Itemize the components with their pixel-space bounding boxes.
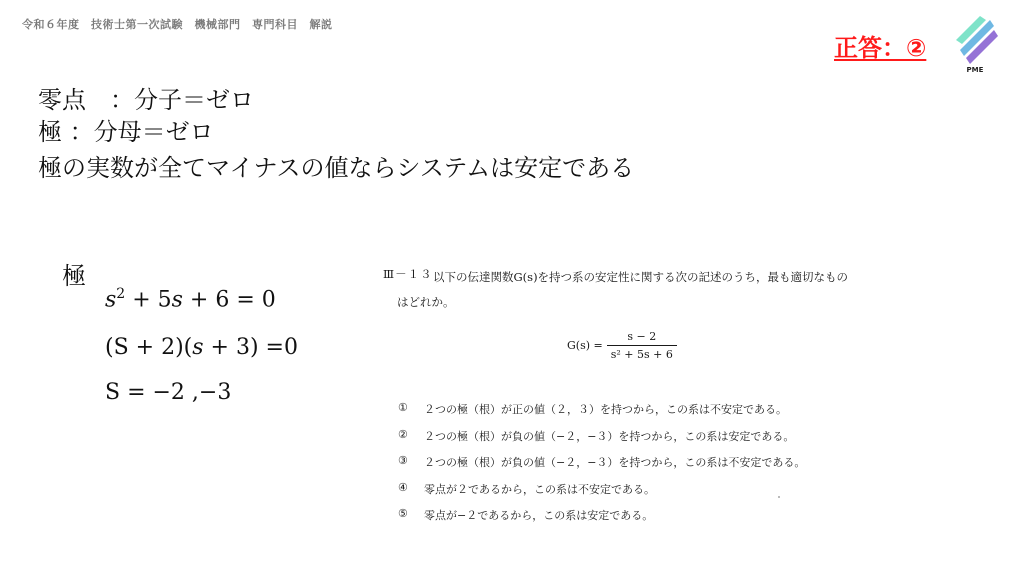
pole-heading: 極	[62, 262, 86, 290]
option-1	[398, 401, 805, 428]
note-stability: 極の実数が全てマイナスの値ならシステムは安定である	[38, 154, 635, 182]
option-text: ２つの極（根）が正の値（２，３）を持つから，この系は不安定である。	[424, 403, 787, 416]
option-mark: ⑤	[398, 507, 408, 520]
option-5	[398, 507, 805, 534]
option-2	[398, 428, 805, 455]
transfer-function	[567, 330, 677, 361]
logo-mark-icon	[950, 10, 1000, 66]
question-number: Ⅲ－１３	[383, 267, 433, 281]
option-text: 零点が−２であるから，この系は安定である。	[424, 509, 654, 522]
answer-options	[398, 401, 805, 534]
question-text-line2: はどれか。	[397, 295, 455, 309]
formula-lhs: G(s) =	[567, 339, 603, 352]
option-mark: ④	[398, 480, 408, 494]
explanation-notes	[38, 84, 634, 184]
formula-fraction	[607, 330, 677, 361]
option-text: ２つの極（根）が負の値（−２，−３）を持つから，この系は安定である。	[424, 429, 795, 443]
pme-logo	[950, 10, 1000, 78]
option-mark: ②	[398, 427, 408, 441]
option-text: ２つの極（根）が負の値（−２，−３）を持つから，この系は不安定である。	[424, 456, 806, 469]
exam-question	[383, 266, 963, 310]
pole-equation-2: (S + 2)(s + 3) =0	[105, 335, 298, 360]
option-mark: ①	[398, 401, 408, 414]
correct-answer: 正答：②	[834, 34, 927, 62]
logo-text: PME	[966, 66, 984, 74]
pole-equation-3: S = −2 ,−3	[105, 380, 232, 405]
pole-equation-1: $s^2 + 5s + 6 = 0$	[105, 286, 276, 313]
option-mark: ③	[398, 454, 408, 467]
option-3	[398, 454, 805, 481]
scan-speck	[778, 496, 780, 498]
note-pole: 極 ：分母＝ゼロ	[38, 118, 214, 146]
formula-numerator: s − 2	[627, 330, 657, 343]
option-4	[398, 481, 805, 508]
note-zero: 零点 ：分子＝ゼロ	[38, 86, 254, 114]
page-header: 令和６年度 技術士第一次試験 機械部門 専門科目 解説	[22, 18, 333, 31]
formula-denominator: s² + 5s + 6	[607, 345, 677, 361]
question-text-line1: 以下の伝達関数G(s)を持つ系の安定性に関する次の記述のうち，最も適切なもの	[433, 270, 849, 284]
option-text: 零点が２であるから，この系は不安定である。	[424, 482, 655, 496]
